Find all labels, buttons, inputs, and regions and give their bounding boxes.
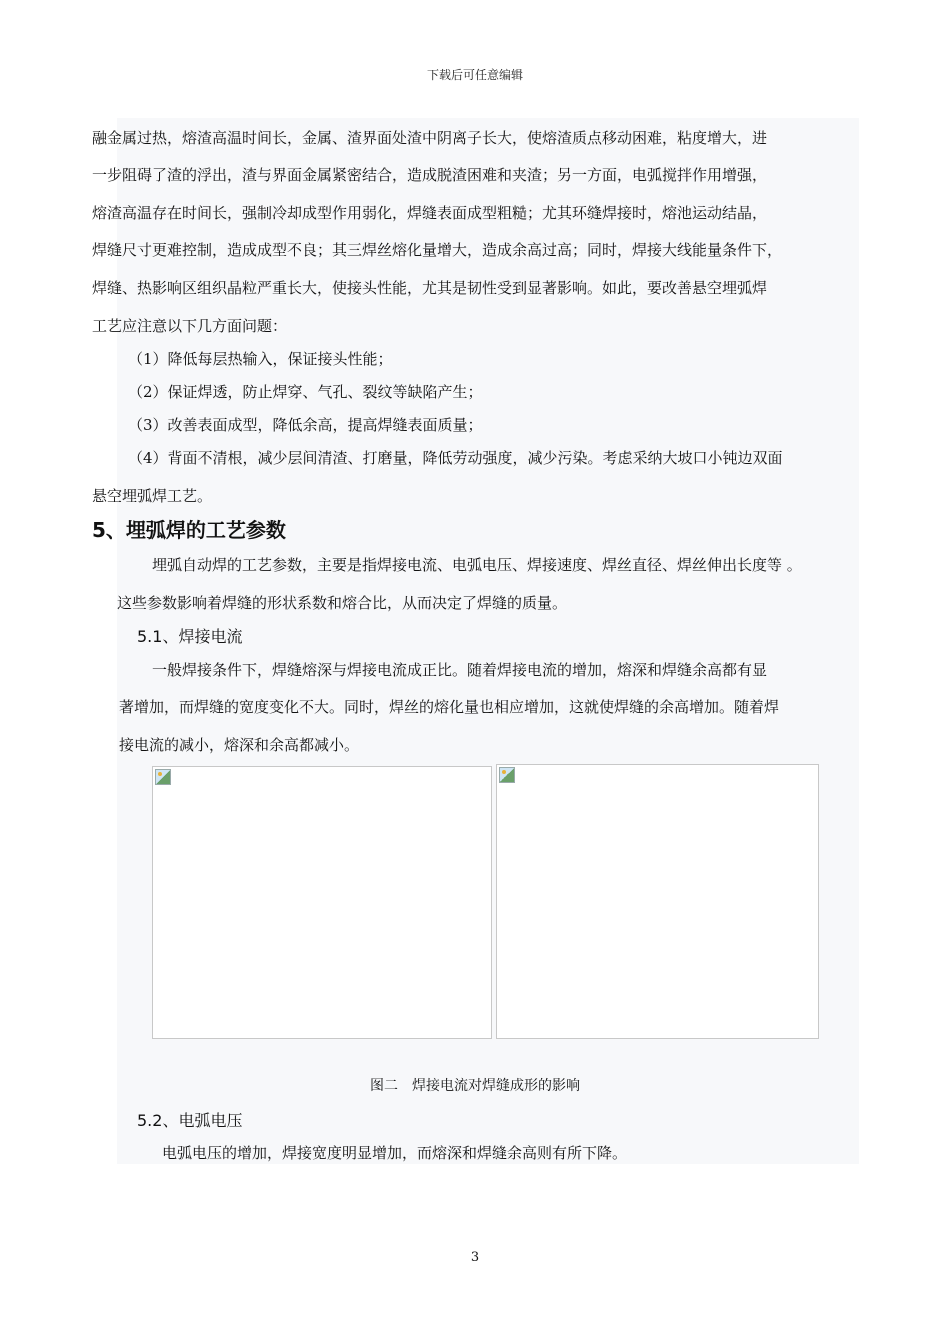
section-5-1-line: 接电流的减小，熔深和余高都减小。	[119, 736, 360, 754]
paragraph-line: 工艺应注意以下几方面问题：	[92, 317, 288, 335]
section-5-1-line: 著增加，而焊缝的宽度变化不大。同时，焊丝的熔化量也相应增加，这就使焊缝的余高增加。随着焊	[119, 698, 780, 716]
section-5-line: 埋弧自动焊的工艺参数，主要是指焊接电流、电弧电压、焊接速度、焊丝直径、焊丝伸出长度等 。	[152, 556, 802, 574]
section-5-2-line: 电弧电压的增加，焊接宽度明显增加，而熔深和焊缝余高则有所下降。	[162, 1144, 628, 1162]
figure-caption: 图二 焊接电流对焊缝成形的影响	[370, 1078, 580, 1094]
list-continuation: 悬空埋弧焊工艺。	[92, 487, 213, 505]
paragraph-line: 一步阻碍了渣的浮出，渣与界面金属紧密结合，造成脱渣困难和夹渣；另一方面，电弧搅拌作用增强，	[92, 166, 768, 184]
broken-image-icon	[155, 769, 171, 785]
list-item: （4）背面不清根，减少层间清渣、打磨量，降低劳动强度，减少污染。考虑采纳大坡口小钝边双面	[128, 449, 783, 467]
section-heading-5: 5、埋弧焊的工艺参数	[92, 518, 286, 542]
section-heading-5-1: 5.1、焊接电流	[137, 627, 243, 646]
list-item: （1）降低每层热输入，保证接头性能；	[128, 350, 393, 368]
list-item: （2）保证焊透，防止焊穿、气孔、裂纹等缺陷产生；	[128, 383, 483, 401]
list-item: （3）改善表面成型，降低余高，提高焊缝表面质量；	[128, 416, 483, 434]
section-5-line: 这些参数影响着焊缝的形状系数和熔合比，从而决定了焊缝的质量。	[117, 594, 568, 612]
page-number: 3	[470, 1250, 480, 1265]
paragraph-line: 焊缝尺寸更难控制，造成成型不良；其三焊丝熔化量增大，造成余高过高；同时，焊接大线能量条件下，	[92, 241, 783, 259]
paragraph-line: 熔渣高温存在时间长，强制冷却成型作用弱化，焊缝表面成型粗糙；尤其环缝焊接时，熔池运动结晶，	[92, 204, 768, 222]
paragraph-line: 融金属过热，熔渣高温时间长，金属、渣界面处渣中阴离子长大，使熔渣质点移动困难，粘度增大，进	[92, 129, 768, 147]
paragraph-line: 焊缝、热影响区组织晶粒严重长大，使接头性能，尤其是韧性受到显著影响。如此，要改善悬空埋弧焊	[92, 279, 768, 297]
broken-image-icon	[499, 767, 515, 783]
figure-image-left	[152, 766, 492, 1039]
section-heading-5-2: 5.2、电弧电压	[137, 1111, 243, 1130]
section-5-1-line: 一般焊接条件下，焊缝熔深与焊接电流成正比。随着焊接电流的增加，熔深和焊缝余高都有显	[152, 661, 768, 679]
page-header: 下载后可任意编辑	[426, 68, 523, 82]
figure-image-right	[496, 764, 819, 1039]
